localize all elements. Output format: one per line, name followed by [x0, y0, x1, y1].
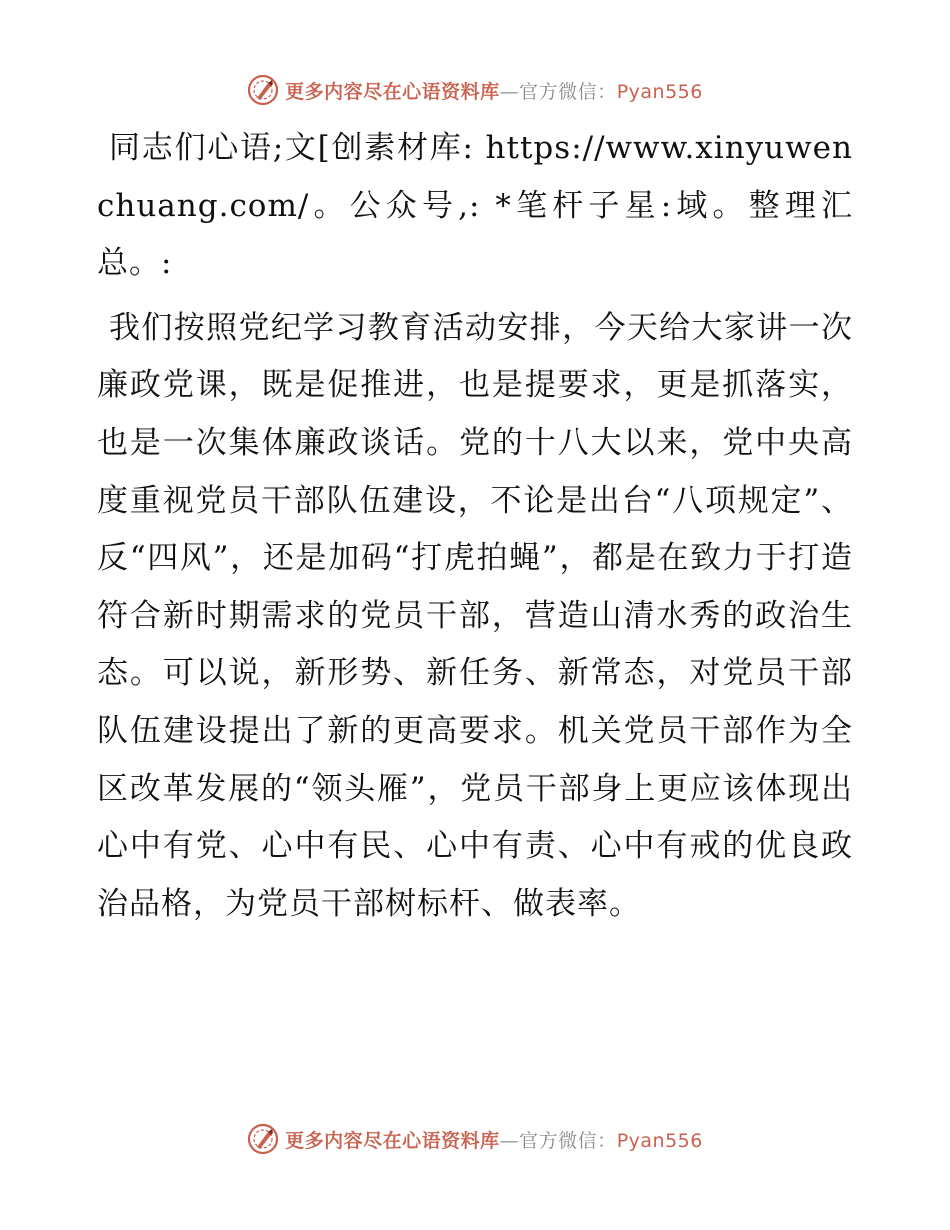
- banner-wechat-id: Pyan556: [616, 80, 703, 103]
- banner-brand-text: 更多内容尽在心语资料库: [285, 80, 500, 103]
- banner-separator: —: [499, 80, 520, 103]
- header-banner: [0, 73, 950, 107]
- banner-separator: —: [499, 1129, 520, 1152]
- pen-nib-logo-icon: [247, 74, 279, 106]
- banner-text: [285, 77, 703, 104]
- intro-paragraph: 同志们心语;文[创素材库: https://www.xinyuwenchuang.com/。公众号,: *笔杆子星:域。整理汇总。:: [97, 130, 853, 282]
- footer-banner: [0, 1122, 950, 1156]
- banner-wechat-label: 官方微信：: [519, 80, 617, 103]
- document-content: [97, 120, 853, 933]
- banner-brand-text: 更多内容尽在心语资料库: [285, 1129, 500, 1152]
- pen-nib-logo-icon: [247, 1123, 279, 1155]
- banner-text: [285, 1126, 703, 1153]
- body-paragraph: 我们按照党纪学习教育活动安排，今天给大家讲一次廉政党课，既是促推进，也是提要求，更是抓落实，也是一次集体廉政谈话。党的十八大以来，党中央高度重视党员干部队伍建设，不论是出台“八项规定”、反“四风”，还是加码“打虎拍蝇”，都是在致力于打造符合新时期需求的党员干部，营造山清水秀的政治生态。可以说，新形势、新任务、新常态，对党员干部队伍建设提出了新的更高要求。机关党员干部作为全区改革发展的“领头雁”，党员干部身上更应该体现出心中有党、心中有民、心中有责、心中有戒的优良政治品格，为党员干部树标杆、做表率。: [97, 309, 853, 922]
- banner-wechat-id: Pyan556: [616, 1129, 703, 1152]
- banner-wechat-label: 官方微信：: [519, 1129, 617, 1152]
